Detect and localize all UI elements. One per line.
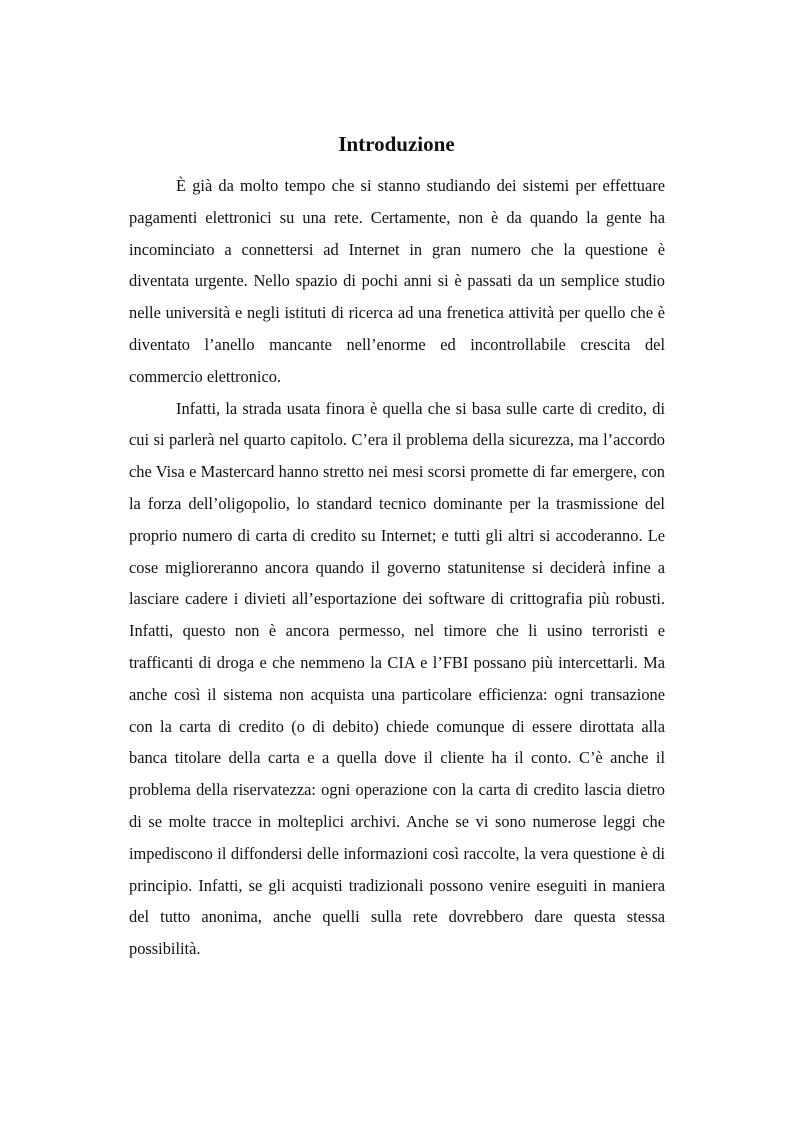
paragraph-1: È già da molto tempo che si stanno studiando dei sistemi per effettuare pagamenti elettronici su una rete. Certamente, non è da quando la gente ha incominciato a connettersi ad Internet in gran numero che la questione è diventata urgente. Nello spazio di pochi anni si è passati da un semplice studio nelle università e negli istituti di ricerca ad una frenetica attività per quello che è diventato l’anello mancante nell’enorme ed incontrollabile crescita del commercio elettronico. [129,176,665,386]
page-title: Introduzione [338,132,455,156]
paragraph-2: Infatti, la strada usata finora è quella che si basa sulle carte di credito, di cui si parlerà nel quarto capitolo. C’era il problema della sicurezza, ma l’accordo che Visa e Mastercard hanno stretto nei mesi scorsi promette di far emergere, con la forza dell’oligopolio, lo standard tecnico dominante per la trasmissione del proprio numero di carta di credito su Internet; e tutti gli altri si accoderanno. Le cose miglioreranno ancora quando il governo statunitense si deciderà infine a lasciare cadere i divieti all’esportazione dei software di crittografia più robusti. Infatti, questo non è ancora permesso, nel timore che li usino terroristi e trafficanti di droga e che nemmeno la CIA e l’FBI possano più intercettarli. Ma anche così il sistema non acquista una particolare efficienza: ogni transazione con la carta di credito (o di debito) chiede comunque di essere dirottata alla banca titolare della carta e a quella dove il cliente ha il conto. C’è anche il problema della riservatezza: ogni operazione con la carta di credito lascia dietro di se molte tracce in molteplici archivi. Anche se vi sono numerose leggi che impediscono il diffondersi delle informazioni così raccolte, la vera questione è di principio. Infatti, se gli acquisti tradizionali possono venire eseguiti in maniera del tutto anonima, anche quelli sulla rete dovrebbero dare questa stessa possibilità. [129,398,665,959]
body-text [129,170,665,965]
